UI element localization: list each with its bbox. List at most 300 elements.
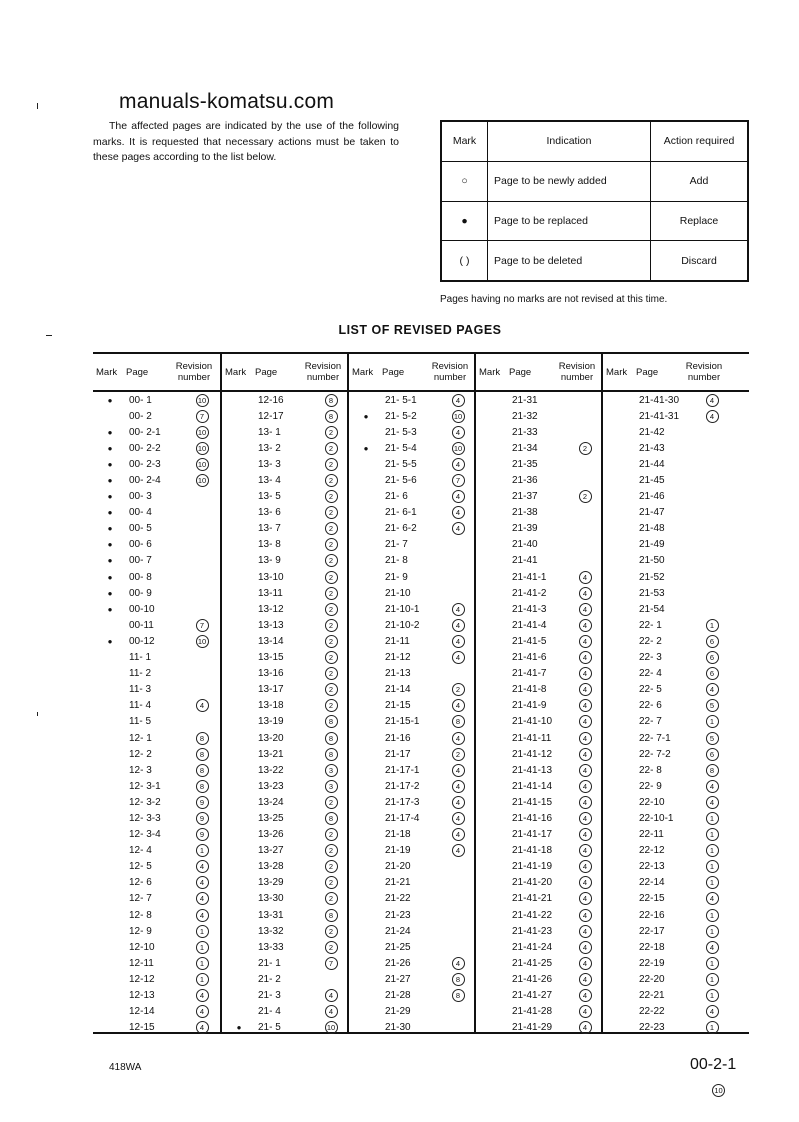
page-cell: 22-22	[639, 1006, 665, 1018]
revision-cell	[697, 909, 727, 922]
revision-cell	[316, 909, 346, 922]
revision-circle-icon: 4	[196, 1021, 209, 1034]
table-row	[93, 585, 220, 601]
page-cell: 00- 4	[129, 507, 152, 519]
revision-cell	[316, 522, 346, 535]
revision-circle-icon: 8	[325, 909, 338, 922]
revision-circle-icon: 4	[452, 844, 465, 857]
revision-circle-icon: 4	[706, 780, 719, 793]
page-cell: 00-12	[129, 635, 155, 647]
page-cell: 13- 8	[258, 539, 281, 551]
revision-cell	[570, 909, 600, 922]
revision-circle-icon: 4	[579, 989, 592, 1002]
footer-revision-badge	[712, 1080, 725, 1098]
page-cell: 00- 5	[129, 523, 152, 535]
header-page: Page	[255, 366, 278, 378]
page-cell: 11- 3	[129, 684, 152, 696]
revision-circle-icon: 4	[196, 989, 209, 1002]
table-row	[349, 955, 474, 971]
revision-cell	[443, 619, 473, 632]
page-cell: 12- 2	[129, 748, 152, 760]
revision-cell	[316, 925, 346, 938]
page-cell: 21-41-6	[512, 652, 547, 664]
legend-indication: Page to be replaced	[488, 201, 651, 241]
revision-cell	[570, 651, 600, 664]
revision-circle-icon: 4	[579, 764, 592, 777]
revision-cell	[187, 732, 217, 745]
page-cell: 21-20	[385, 861, 411, 873]
revision-circle-icon: 2	[325, 635, 338, 648]
table-row	[603, 746, 748, 762]
revision-circle-icon: 2	[325, 474, 338, 487]
page-cell: 22-10	[639, 796, 665, 808]
table-row	[222, 472, 347, 488]
revision-circle-icon: 1	[196, 957, 209, 970]
page-cell: 00- 2-3	[129, 458, 161, 470]
revision-cell	[316, 812, 346, 825]
page-cell: 21-38	[512, 507, 538, 519]
page-cell: 11- 1	[129, 652, 152, 664]
revision-cell	[570, 780, 600, 793]
page-cell: 21-31	[512, 394, 538, 406]
table-row	[222, 843, 347, 859]
revision-circle-icon: 2	[325, 699, 338, 712]
revision-circle-icon: 1	[706, 989, 719, 1002]
table-row	[603, 601, 748, 617]
revision-cell	[570, 603, 600, 616]
page-cell: 22- 2	[639, 635, 662, 647]
table-row	[603, 827, 748, 843]
table-row	[603, 923, 748, 939]
page-cell: 13- 5	[258, 491, 281, 503]
list-title: LIST OF REVISED PAGES	[338, 323, 502, 337]
revision-cell	[570, 973, 600, 986]
page-cell: 22- 7-2	[639, 748, 671, 760]
table-row	[222, 923, 347, 939]
page-cell: 22- 7	[639, 716, 662, 728]
table-row	[349, 843, 474, 859]
revision-circle-icon: 1	[706, 973, 719, 986]
revision-cell	[443, 844, 473, 857]
table-row	[603, 907, 748, 923]
table-row	[476, 698, 601, 714]
revision-circle-icon: 4	[579, 715, 592, 728]
table-row	[222, 859, 347, 875]
replace-mark-icon: ●	[107, 524, 113, 534]
page-cell: 21-17-3	[385, 796, 420, 808]
revision-circle-icon: 8	[452, 989, 465, 1002]
page-cell: 12- 3-3	[129, 812, 161, 824]
revision-circle-icon: 2	[325, 554, 338, 567]
revision-circle-icon: 2	[452, 683, 465, 696]
table-row	[93, 843, 220, 859]
table-row	[93, 859, 220, 875]
revision-circle-icon: 2	[325, 667, 338, 680]
table-row	[476, 521, 601, 537]
revision-cell	[570, 699, 600, 712]
revision-circle-icon: 1	[706, 876, 719, 889]
revision-cell	[570, 748, 600, 761]
revision-cell	[570, 892, 600, 905]
table-row	[93, 698, 220, 714]
page-cell: 21-49	[639, 539, 665, 551]
table-row	[476, 939, 601, 955]
revision-circle-icon: 9	[196, 812, 209, 825]
page-cell: 00- 9	[129, 587, 152, 599]
page-cell: 13-33	[258, 941, 284, 953]
revision-circle-icon: 4	[579, 667, 592, 680]
site-title: manuals-komatsu.com	[119, 90, 335, 113]
page-cell: 00- 2	[129, 410, 152, 422]
page-cell: 21-41-22	[512, 909, 553, 921]
page-cell: 22-13	[639, 861, 665, 873]
table-row	[603, 633, 748, 649]
table-row	[349, 987, 474, 1003]
page-cell: 21-41-21	[512, 893, 553, 905]
revision-circle-icon: 4	[706, 796, 719, 809]
page-cell: 12- 7	[129, 893, 152, 905]
header-revision: Revision number	[304, 361, 342, 383]
revision-circle-icon: 10	[196, 426, 209, 439]
table-row	[349, 859, 474, 875]
page-cell: 21-40	[512, 539, 538, 551]
revision-circle-icon: 4	[579, 876, 592, 889]
table-row	[349, 472, 474, 488]
header-revision: Revision number	[175, 361, 213, 383]
revision-circle-icon: 5	[706, 732, 719, 745]
page-cell: 13- 1	[258, 426, 281, 438]
page-cell: 12- 8	[129, 909, 152, 921]
table-row	[476, 505, 601, 521]
page-cell: 13-28	[258, 861, 284, 873]
revision-circle-icon: 4	[579, 683, 592, 696]
revision-cell	[316, 957, 346, 970]
revision-circle-icon: 2	[452, 748, 465, 761]
page-cell: 21-41-4	[512, 619, 547, 631]
table-row	[222, 875, 347, 891]
revision-cell	[570, 619, 600, 632]
revision-cell	[697, 667, 727, 680]
page-cell: 21- 5-2	[385, 410, 417, 422]
page-cell: 00- 3	[129, 491, 152, 503]
page-cell: 13-16	[258, 668, 284, 680]
page-cell: 13-32	[258, 925, 284, 937]
revision-cell	[697, 748, 727, 761]
page-cell: 21-41-28	[512, 1006, 553, 1018]
page-cell: 21-41-11	[512, 732, 552, 744]
table-row	[603, 1020, 748, 1036]
revision-circle-icon: 4	[579, 828, 592, 841]
page-cell: 12- 4	[129, 845, 152, 857]
table-row	[603, 939, 748, 955]
page-cell: 11- 4	[129, 700, 152, 712]
table-row	[222, 778, 347, 794]
revision-cell	[570, 635, 600, 648]
revision-circle-icon: 2	[325, 683, 338, 696]
table-row	[222, 698, 347, 714]
revision-circle-icon: 1	[706, 860, 719, 873]
replace-mark-icon: ●	[107, 508, 113, 518]
page-cell: 11- 2	[129, 668, 152, 680]
table-row	[222, 1020, 347, 1036]
revision-circle-icon: 4	[452, 619, 465, 632]
page-cell: 21-41-14	[512, 780, 553, 792]
legend-table	[440, 120, 749, 282]
table-row	[222, 1004, 347, 1020]
page-cell: 21-33	[512, 426, 538, 438]
table-row	[476, 585, 601, 601]
revision-cell	[316, 667, 346, 680]
table-row	[349, 617, 474, 633]
revision-circle-icon: 4	[579, 957, 592, 970]
revision-circle-icon: 8	[196, 732, 209, 745]
legend-action: Discard	[651, 241, 748, 281]
revision-cell	[187, 410, 217, 423]
column-group-2	[220, 392, 347, 1032]
page-cell: 21-25	[385, 941, 411, 953]
revision-cell	[187, 796, 217, 809]
page-cell: 21-28	[385, 990, 411, 1002]
revision-cell	[316, 538, 346, 551]
column-group-1	[93, 392, 220, 1032]
revision-cell	[443, 635, 473, 648]
revision-circle-icon: 4	[706, 892, 719, 905]
page-cell: 13-11	[258, 587, 283, 599]
revision-cell	[443, 957, 473, 970]
footer-page-number: 00-2-1	[690, 1056, 737, 1073]
revision-cell	[443, 812, 473, 825]
revision-circle-icon: 2	[325, 603, 338, 616]
revision-circle-icon: 8	[196, 780, 209, 793]
revision-cell	[187, 973, 217, 986]
revision-circle-icon: 4	[579, 973, 592, 986]
page-cell: 21-14	[385, 684, 411, 696]
table-row	[222, 971, 347, 987]
table-row	[93, 939, 220, 955]
revision-cell	[443, 458, 473, 471]
table-row	[603, 698, 748, 714]
page-cell: 21-41-20	[512, 877, 553, 889]
revision-circle-icon: 4	[579, 860, 592, 873]
footer-model: 418WA	[109, 1062, 142, 1073]
revision-cell	[187, 780, 217, 793]
page-cell: 21-18	[385, 829, 411, 841]
table-row	[476, 617, 601, 633]
revision-circle-icon: 8	[452, 715, 465, 728]
revision-circle-icon: 4	[579, 909, 592, 922]
page-cell: 21-41-25	[512, 957, 553, 969]
revision-cell	[697, 941, 727, 954]
table-row	[93, 1020, 220, 1036]
page-cell: 12-16	[258, 394, 284, 406]
table-row	[476, 1020, 601, 1036]
table-row	[349, 971, 474, 987]
table-row	[603, 569, 748, 585]
revision-cell	[187, 699, 217, 712]
page-cell: 21-10-2	[385, 619, 420, 631]
revision-cell	[316, 458, 346, 471]
revision-cell	[187, 925, 217, 938]
page-cell: 00- 2-4	[129, 475, 161, 487]
revision-circle-icon: 4	[452, 812, 465, 825]
page-cell: 21-41-15	[512, 796, 553, 808]
revision-cell	[187, 909, 217, 922]
page-cell: 22-14	[639, 877, 665, 889]
revision-circle-icon: 3	[325, 764, 338, 777]
table-row	[476, 714, 601, 730]
revision-circle-icon: 6	[706, 651, 719, 664]
table-row	[603, 617, 748, 633]
table-row	[349, 939, 474, 955]
table-row	[93, 650, 220, 666]
table-row	[603, 440, 748, 456]
revision-cell	[570, 571, 600, 584]
revision-circle-icon: 2	[579, 442, 592, 455]
page-cell: 21-15-1	[385, 716, 420, 728]
page-cell: 21-45	[639, 475, 665, 487]
revision-circle-icon: 8	[325, 715, 338, 728]
header-page: Page	[126, 366, 149, 378]
revision-cell	[316, 876, 346, 889]
header-revision: Revision number	[685, 361, 723, 383]
table-row	[603, 585, 748, 601]
header-mark: Mark	[225, 366, 247, 378]
revision-circle-icon: 4	[579, 619, 592, 632]
replace-mark-icon: ●	[107, 604, 113, 614]
revision-circle-icon: 1	[706, 812, 719, 825]
revision-cell	[570, 1021, 600, 1034]
revision-circle-icon: 4	[325, 1005, 338, 1018]
table-row	[476, 907, 601, 923]
table-row	[93, 472, 220, 488]
page-cell: 13-18	[258, 700, 284, 712]
table-row	[476, 456, 601, 472]
page-cell: 22- 7-1	[639, 732, 671, 744]
revision-circle-icon: 4	[579, 635, 592, 648]
revision-cell	[697, 989, 727, 1002]
revision-cell	[316, 394, 346, 407]
page-cell: 21-41-31	[639, 410, 680, 422]
revision-cell	[443, 715, 473, 728]
revision-circle-icon: 4	[452, 394, 465, 407]
revision-cell	[570, 989, 600, 1002]
table-row	[349, 762, 474, 778]
revision-circle-icon: 2	[325, 876, 338, 889]
table-row	[349, 440, 474, 456]
table-row	[93, 714, 220, 730]
revision-circle-icon: 1	[196, 844, 209, 857]
table-row	[349, 875, 474, 891]
page-cell: 21-29	[385, 1006, 411, 1018]
revision-circle-icon: 8	[325, 812, 338, 825]
scan-artifact	[46, 335, 52, 336]
revision-cell	[316, 941, 346, 954]
page-cell: 13-12	[258, 603, 284, 615]
page-cell: 12- 3-1	[129, 780, 161, 792]
page-cell: 21-41-12	[512, 748, 553, 760]
table-row	[603, 537, 748, 553]
revision-circle-icon: 1	[706, 715, 719, 728]
revision-circle-icon: 2	[579, 490, 592, 503]
page-cell: 21-41-3	[512, 603, 547, 615]
revision-circle-icon: 4	[452, 764, 465, 777]
revision-cell	[316, 699, 346, 712]
table-row	[93, 440, 220, 456]
revision-circle-icon: 2	[325, 490, 338, 503]
revision-cell	[443, 651, 473, 664]
revision-cell	[443, 474, 473, 487]
legend-indication: Page to be deleted	[488, 241, 651, 281]
revision-cell	[443, 490, 473, 503]
page-cell: 12-15	[129, 1022, 155, 1034]
table-row	[93, 923, 220, 939]
replace-mark-icon: ●	[107, 395, 113, 405]
table-row	[476, 762, 601, 778]
page-cell: 22- 1	[639, 619, 662, 631]
page-cell: 22-19	[639, 957, 665, 969]
revision-cell	[570, 764, 600, 777]
legend-note: Pages having no marks are not revised at this time.	[440, 294, 668, 305]
table-body	[93, 392, 749, 1032]
revision-cell	[570, 442, 600, 455]
table-row	[93, 617, 220, 633]
table-row	[222, 955, 347, 971]
page-cell: 00- 8	[129, 571, 152, 583]
page-cell: 12-14	[129, 1006, 155, 1018]
page-cell: 12- 3	[129, 764, 152, 776]
revision-cell	[316, 571, 346, 584]
table-row	[349, 392, 474, 408]
revision-cell	[443, 506, 473, 519]
table-row	[349, 891, 474, 907]
revision-circle-icon: 5	[706, 699, 719, 712]
table-row	[222, 408, 347, 424]
page-cell: 21-41-26	[512, 973, 553, 985]
revision-cell	[697, 892, 727, 905]
table-row	[93, 456, 220, 472]
revision-circle-icon: 2	[325, 587, 338, 600]
table-row	[603, 456, 748, 472]
table-row	[222, 666, 347, 682]
table-row	[93, 762, 220, 778]
page-cell: 21-44	[639, 458, 665, 470]
table-row	[603, 392, 748, 408]
table-row	[476, 730, 601, 746]
table-row	[222, 601, 347, 617]
revision-circle-icon: 4	[579, 571, 592, 584]
revision-circle-icon: 2	[325, 619, 338, 632]
revision-cell	[697, 683, 727, 696]
header-group-1	[93, 354, 220, 390]
table-row	[603, 891, 748, 907]
table-row	[93, 1004, 220, 1020]
table-row	[476, 553, 601, 569]
revision-circle-icon: 4	[452, 490, 465, 503]
revision-cell	[187, 812, 217, 825]
revision-circle-icon: 10	[196, 442, 209, 455]
revision-circle-icon: 4	[579, 1021, 592, 1034]
table-row	[476, 971, 601, 987]
revision-cell	[316, 442, 346, 455]
revision-cell	[443, 699, 473, 712]
revision-cell	[570, 715, 600, 728]
page-cell: 13- 3	[258, 458, 281, 470]
table-row	[93, 746, 220, 762]
legend-indication: Page to be newly added	[488, 161, 651, 201]
table-row	[476, 923, 601, 939]
table-row	[603, 489, 748, 505]
header-page: Page	[382, 366, 405, 378]
